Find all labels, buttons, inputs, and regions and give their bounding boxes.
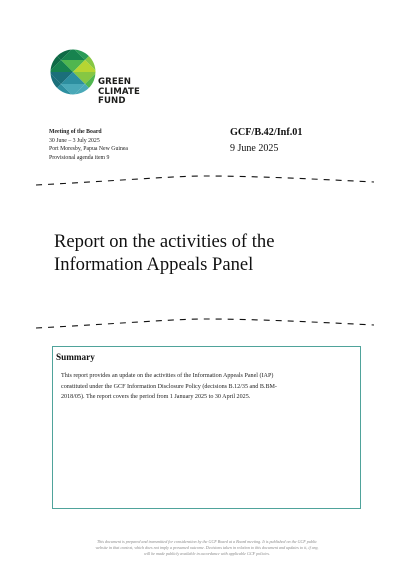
- document-date: 9 June 2025: [230, 143, 279, 154]
- logo-word-3: FUND: [98, 96, 126, 107]
- document-info: [230, 126, 302, 156]
- bottom-divider: [34, 318, 376, 332]
- footnote-line-3: will be made publicly available in accordance with applicable GCF policies.: [144, 551, 270, 557]
- globe-logo-icon: [49, 48, 97, 96]
- report-title-line-1: Report on the activities of the: [54, 231, 275, 252]
- logo-word-2: CLIMATE: [98, 86, 140, 97]
- summary-line-1: This report provides an update on the activities of the Information Appeals Panel (IAP): [61, 373, 274, 379]
- logo-wordmark: [98, 78, 140, 107]
- meeting-title: Meeting of the Board: [49, 129, 102, 135]
- summary-box: [52, 346, 361, 509]
- summary-text: [61, 371, 357, 403]
- meeting-dates: 30 June – 3 July 2025: [49, 137, 100, 144]
- footnote-line-2: website in that context, which does not imply a presumed outcome. Decisions taken in relation to this document and updates to it, if any,: [95, 545, 319, 551]
- top-divider: [34, 175, 376, 189]
- document-code: GCF/B.42/Inf.01: [230, 127, 303, 138]
- logo-word-1: GREEN: [98, 77, 132, 87]
- report-title-line-2: Information Appeals Panel: [54, 254, 254, 275]
- agenda-item: Provisional agenda item 9: [49, 154, 110, 161]
- disclaimer-footnote: [42, 539, 372, 558]
- summary-line-2: constituted under the GCF Information Disclosure Policy (decisions B.12/35 and B.BM-: [61, 383, 277, 390]
- summary-heading: Summary: [56, 352, 95, 362]
- report-title: [54, 230, 374, 276]
- meeting-location: Port Moresby, Papua New Guinea: [49, 146, 128, 152]
- footnote-line-1: This document is prepared and transmitted for consideration by the GCF Board at a Board meeting. It is published on the GCF public: [96, 539, 318, 544]
- summary-line-3: 2018/05). The report covers the period from 1 January 2025 to 30 April 2025.: [61, 394, 251, 400]
- meeting-info: [49, 128, 219, 162]
